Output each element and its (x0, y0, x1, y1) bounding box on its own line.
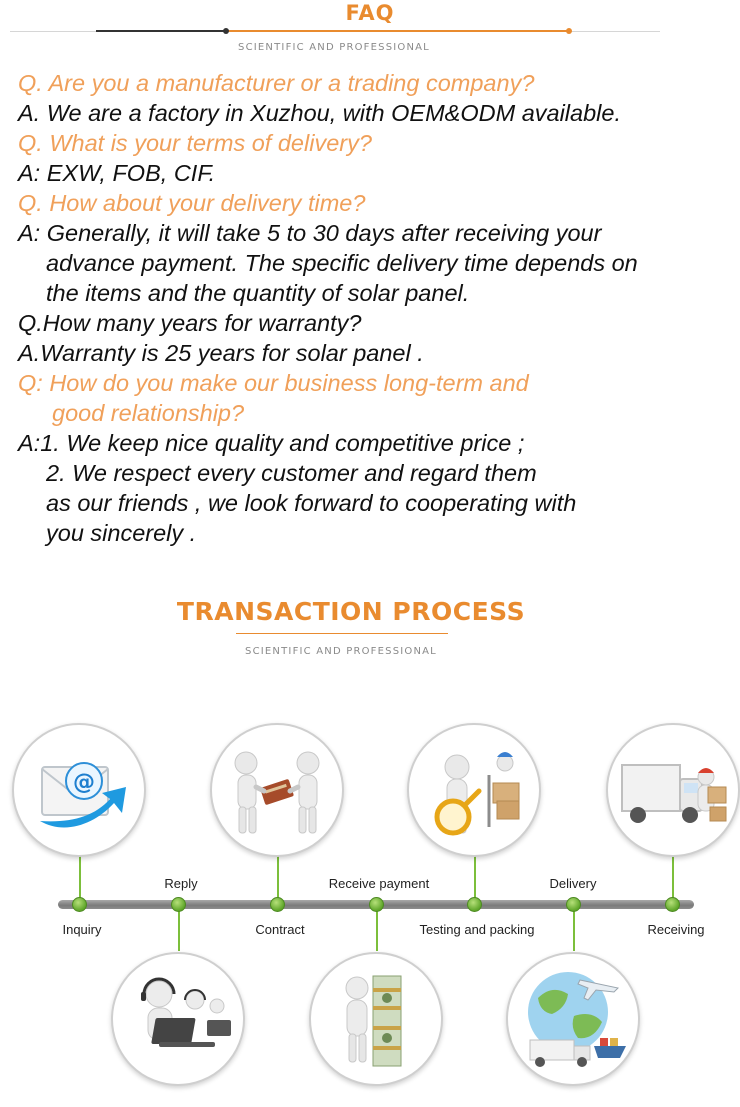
faq-answer-5-cont-3: you sincerely . (46, 520, 197, 546)
stem-reply (178, 907, 180, 951)
faq-header (0, 0, 740, 60)
faq-divider-dot-left (223, 28, 229, 34)
faq-divider-dark (96, 30, 226, 32)
money-stack-icon (311, 954, 441, 1084)
stem-payment (376, 907, 378, 951)
transaction-subtitle: SCIENTIFIC AND PROFESSIONAL (245, 646, 437, 657)
stem-testing (474, 855, 476, 903)
faq-answer-5-cont-2: as our friends , we look forward to cooperating with (46, 490, 577, 516)
label-delivery: Delivery (549, 876, 597, 891)
faq-divider-accent (226, 30, 570, 32)
inquiry-illustration (12, 723, 146, 857)
truck-unloading-icon (608, 725, 738, 855)
stem-receiving (672, 855, 674, 903)
node-contract (270, 897, 285, 912)
transaction-divider (236, 633, 448, 634)
magnifier-inspection-icon (409, 725, 539, 855)
node-testing-packing (467, 897, 482, 912)
handshake-figures-icon (212, 725, 342, 855)
email-envelope-icon (14, 725, 144, 855)
call-center-headset-icon (113, 954, 243, 1084)
faq-divider-dot-right (566, 28, 572, 34)
receiving-illustration (606, 723, 740, 857)
label-contract: Contract (255, 922, 305, 937)
faq-question-5: Q: How do you make our business long-term and (18, 370, 529, 396)
faq-answer-4: A.Warranty is 25 years for solar panel . (18, 340, 424, 366)
faq-answer-1: A. We are a factory in Xuzhou, with OEM&ODM available. (18, 100, 621, 126)
faq-answer-3-cont-2: the items and the quantity of solar panel. (46, 280, 470, 306)
faq-answer-5: A:1. We keep nice quality and competitive price ; (18, 430, 525, 456)
testing-packing-illustration (407, 723, 541, 857)
node-receive-payment (369, 897, 384, 912)
reply-illustration (111, 952, 245, 1086)
faq-question-4: Q.How many years for warranty? (18, 310, 362, 336)
node-reply (171, 897, 186, 912)
faq-body (18, 68, 733, 548)
label-receiving: Receiving (647, 922, 705, 937)
contract-illustration (210, 723, 344, 857)
globe-logistics-icon (508, 954, 638, 1084)
transaction-process-diagram (0, 715, 740, 1107)
svg-text:@: @ (73, 770, 95, 795)
transaction-title: TRANSACTION PROCESS (176, 597, 526, 626)
node-receiving (665, 897, 680, 912)
stem-contract (277, 855, 279, 903)
node-inquiry (72, 897, 87, 912)
label-receive-payment: Receive payment (328, 876, 430, 891)
delivery-illustration (506, 952, 640, 1086)
faq-question-3: Q. How about your delivery time? (18, 190, 366, 216)
label-reply: Reply (164, 876, 198, 891)
stem-delivery (573, 907, 575, 951)
label-inquiry: Inquiry (62, 922, 102, 937)
faq-answer-3: A: Generally, it will take 5 to 30 days after receiving your (18, 220, 602, 246)
transaction-header (0, 590, 740, 660)
stem-inquiry (79, 855, 81, 903)
faq-question-1: Q. Are you a manufacturer or a trading company? (18, 70, 535, 96)
faq-question-5-cont: good relationship? (52, 400, 245, 426)
faq-subtitle: SCIENTIFIC AND PROFESSIONAL (238, 42, 430, 53)
faq-question-2: Q. What is your terms of delivery? (18, 130, 372, 156)
faq-answer-3-cont-1: advance payment. The specific delivery time depends on (46, 250, 638, 276)
faq-answer-2: A: EXW, FOB, CIF. (18, 160, 216, 186)
receive-payment-illustration (309, 952, 443, 1086)
label-testing-packing: Testing and packing (419, 922, 535, 937)
faq-answer-5-cont-1: 2. We respect every customer and regard them (46, 460, 537, 486)
faq-title: FAQ (345, 1, 395, 25)
node-delivery (566, 897, 581, 912)
